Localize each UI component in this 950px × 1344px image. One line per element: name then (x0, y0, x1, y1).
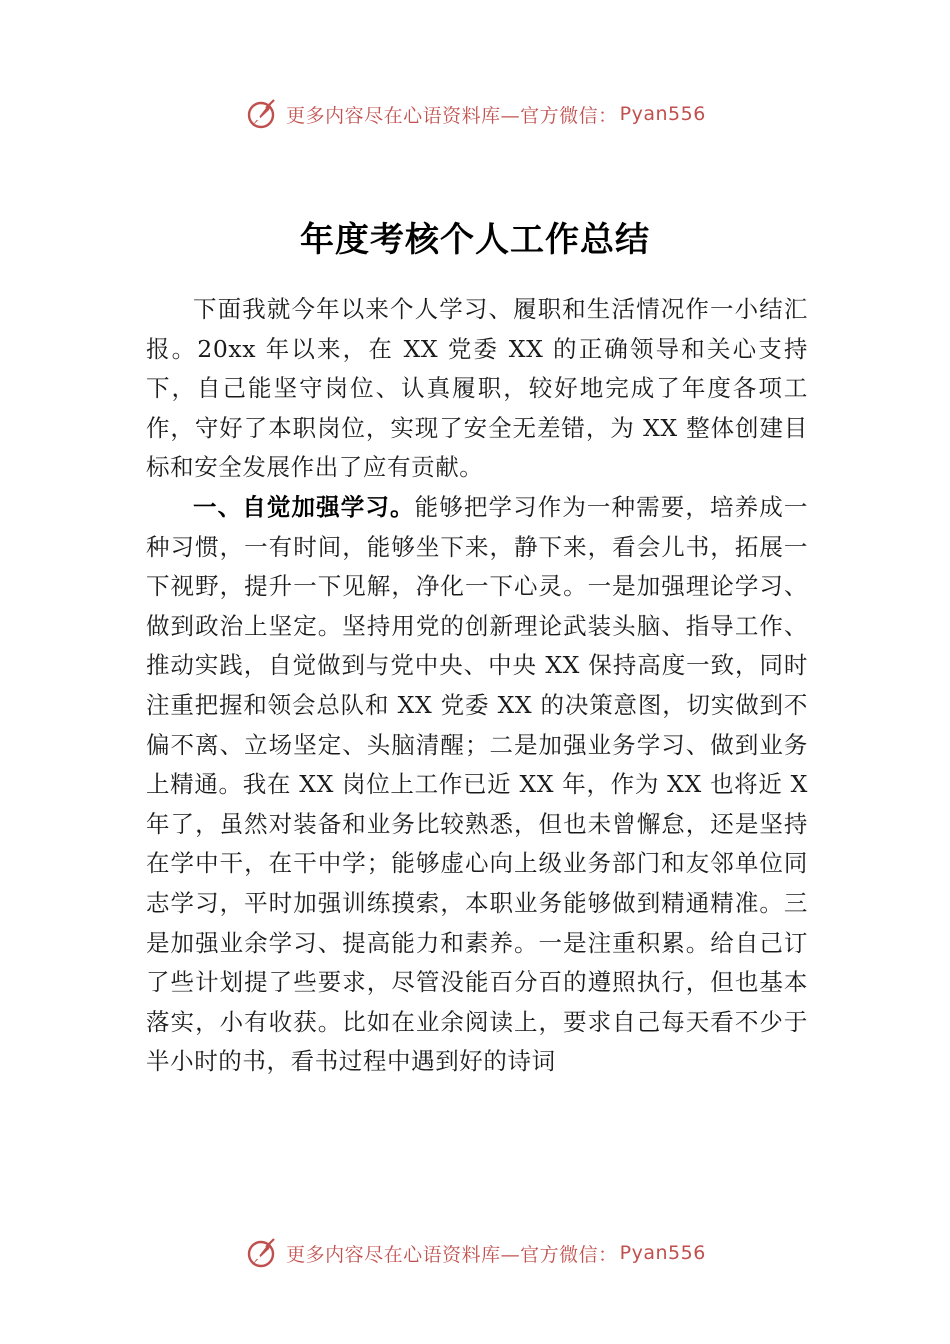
watermark-wechat-id: Pyan556 (619, 103, 706, 125)
section-1-paragraph (146, 488, 808, 1082)
document-body (146, 290, 808, 1082)
section-1-heading: 一、自觉加强学习。 (193, 492, 415, 521)
intro-paragraph: 下面我就今年以来个人学习、履职和生活情况作一小结汇报。20xx 年以来，在 XX 党委 XX 的正确领导和关心支持下，自己能坚守岗位、认真履职，较好地完成了年度各项工作，守好了本职岗位，实现了安全无差错，为 XX 整体创建目标和安全发展作出了应有贡献。 (146, 295, 808, 482)
watermark-wechat-id: Pyan556 (619, 1242, 706, 1264)
pen-logo-icon (244, 1235, 280, 1271)
pen-logo-icon (244, 96, 280, 132)
watermark-text: 更多内容尽在心语资料库—官方微信： (286, 1243, 618, 1266)
section-1-body: 能够把学习作为一种需要，培养成一种习惯，一有时间，能够坐下来，静下来，看会儿书，拓展一下视野，提升一下见解，净化一下心灵。一是加强理论学习、做到政治上坚定。坚持用党的创新理论武装头脑、指导工作、推动实践，自觉做到与党中央、中央 XX 保持高度一致，同时注重把握和领会总队和 XX 党委 XX 的决策意图，切实做到不偏不离、立场坚定、头脑清醒；二是加强业务学习、做到业务上精通。我在 XX 岗位上工作已近 XX 年，作为 XX 也将近 X 年了，虽然对装备和业务比较熟悉，但也未曾懈怠，还是坚持在学中干，在干中学；能够虚心向上级业务部门和友邻单位同志学习，平时加强训练摸索，本职业务能够做到精通精准。三是加强业余学习、提高能力和素养。一是注重积累。给自己订了些计划提了些要求，尽管没能百分百的遵照执行，但也基本落实，小有收获。比如在业余阅读上，要求自己每天看不少于半小时的书，看书过程中遇到好的诗词 (146, 492, 808, 1076)
footer-watermark (0, 1233, 950, 1273)
watermark-text: 更多内容尽在心语资料库—官方微信： (286, 104, 618, 127)
header-watermark (0, 94, 950, 134)
document-title: 年度考核个人工作总结 (300, 220, 650, 260)
